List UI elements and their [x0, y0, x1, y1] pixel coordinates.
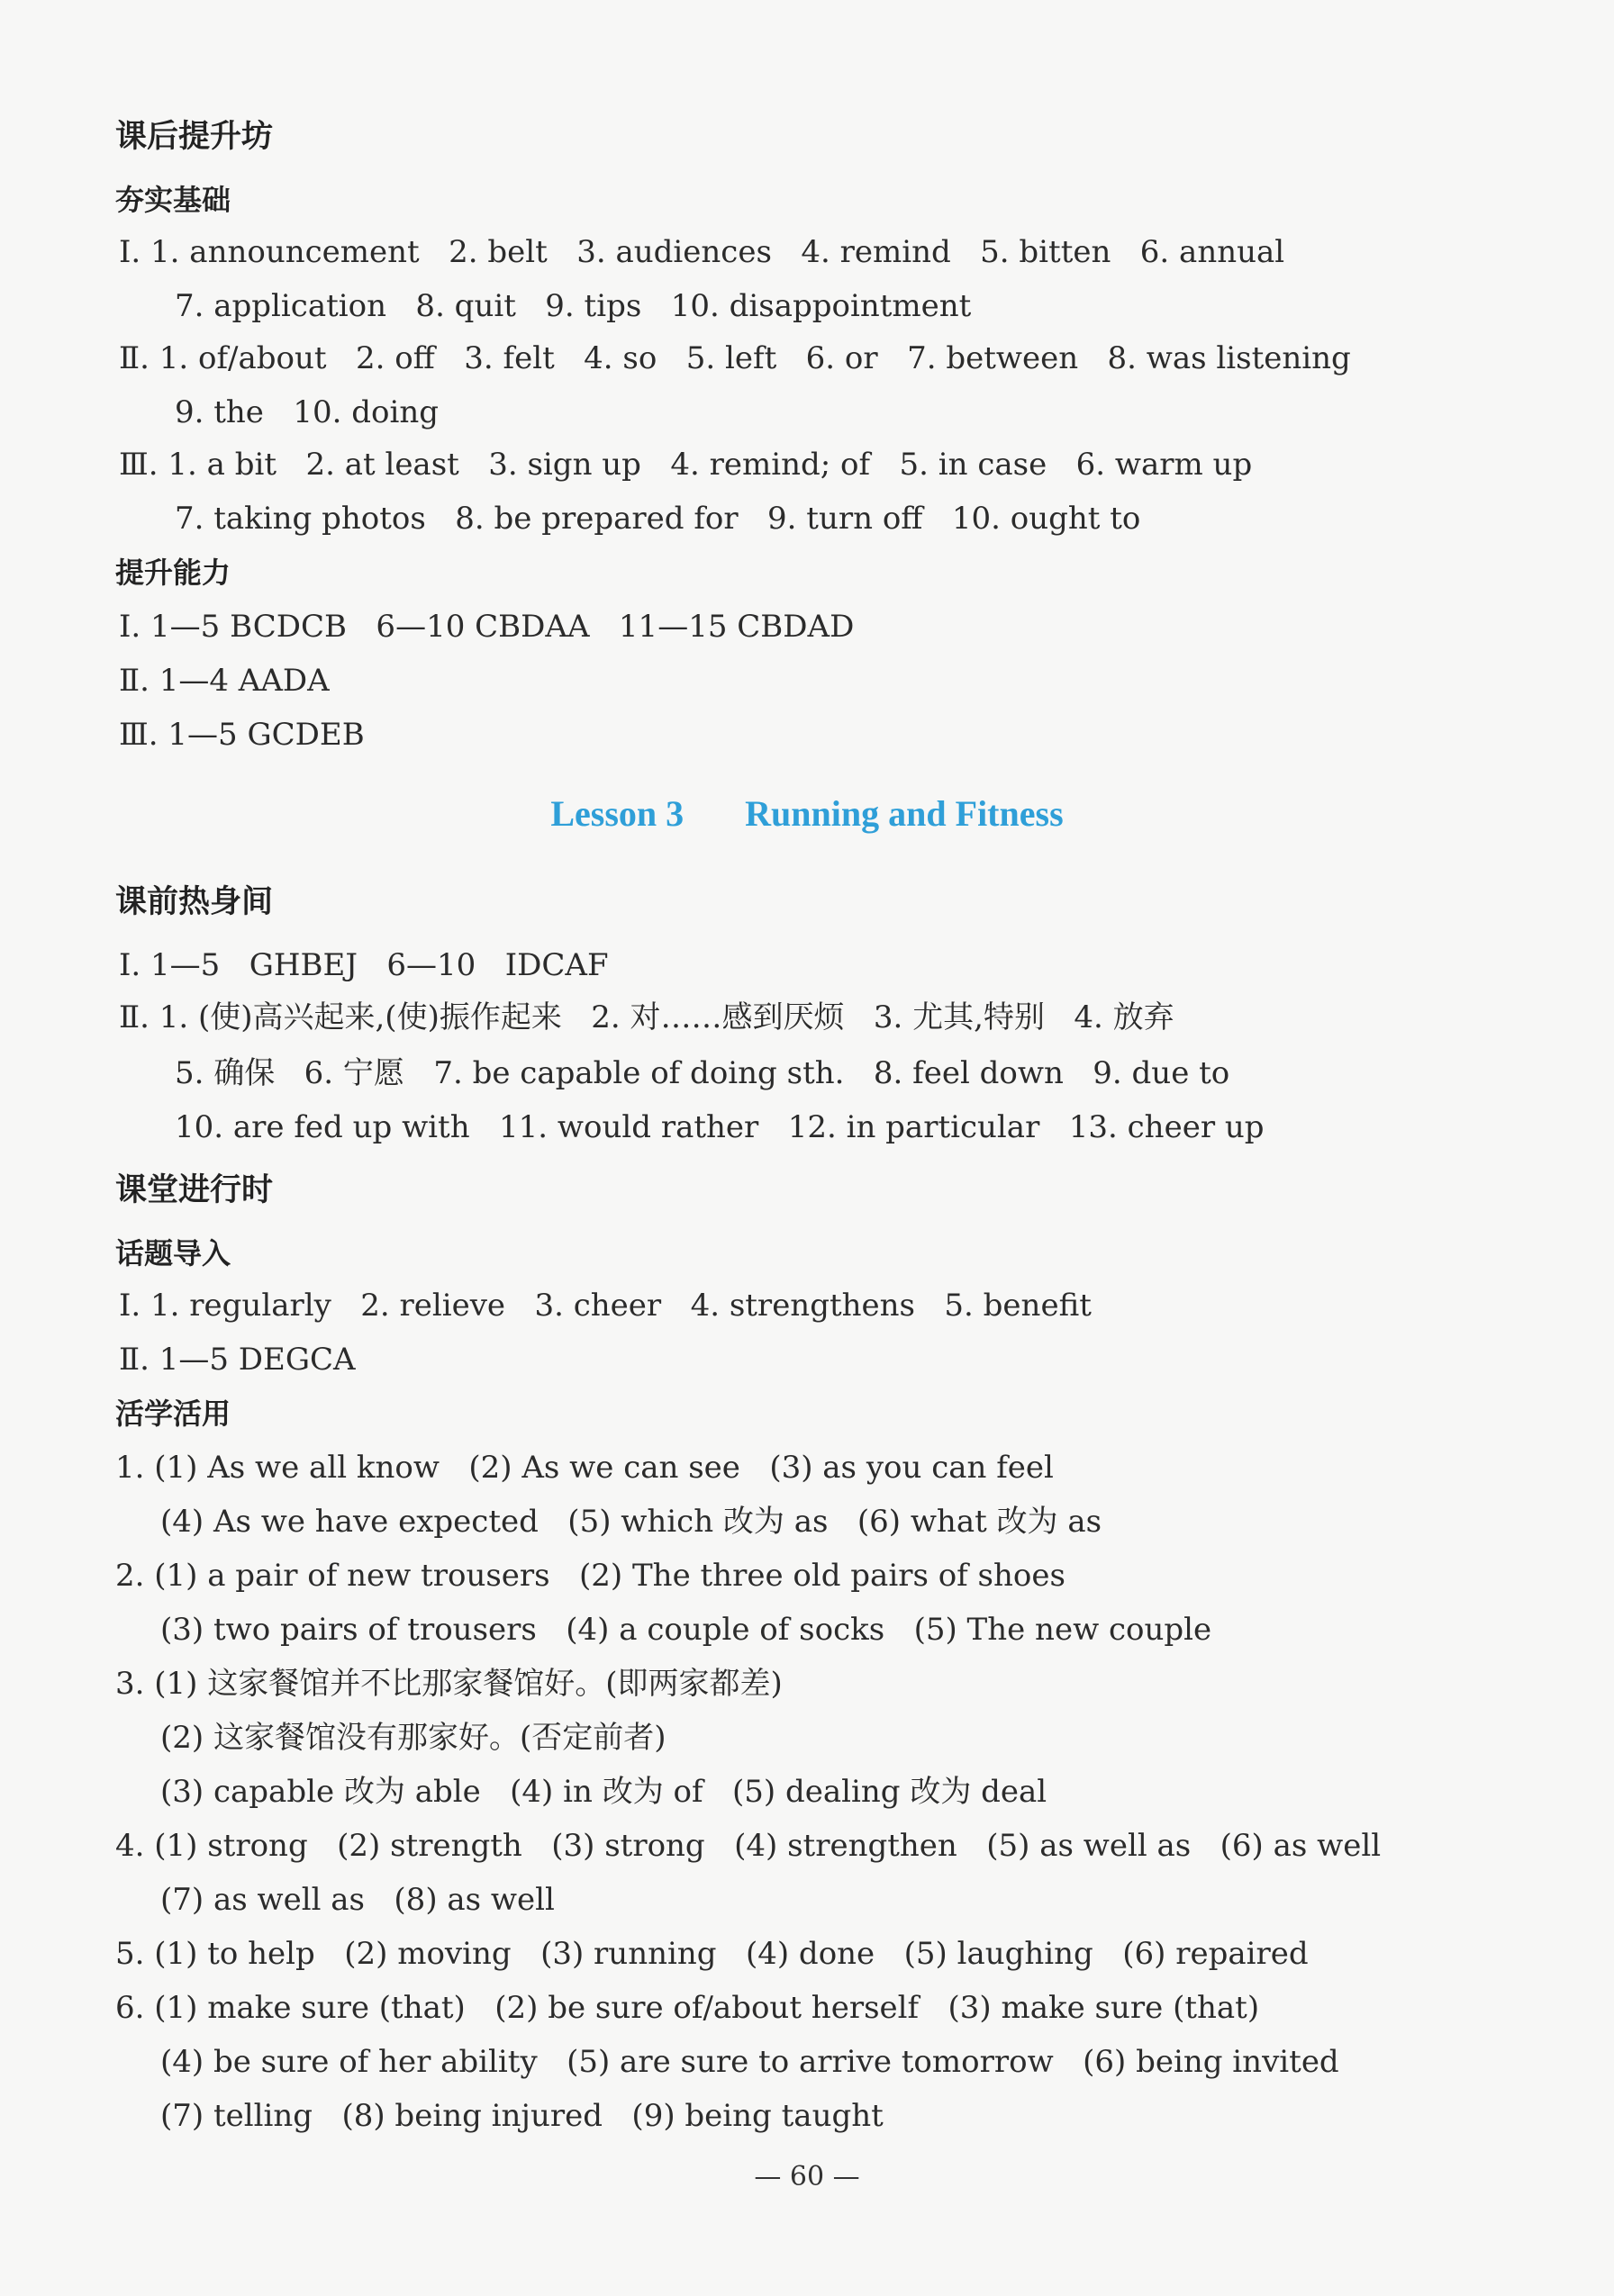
answer-line: (7) as well as (8) as well	[160, 1882, 555, 1918]
answer-line: 7. taking photos 8. be prepared for 9. turn off 10. ought to	[175, 501, 1141, 537]
answer-line: Ⅰ. 1. announcement 2. belt 3. audiences 4. remind 5. bitten 6. annual	[119, 234, 1285, 270]
answer-line: (7) telling (8) being injured (9) being taught	[160, 2098, 884, 2134]
answer-line: 7. application 8. quit 9. tips 10. disappointment	[175, 288, 972, 324]
answer-line: Ⅱ. 1—5 DEGCA	[119, 1342, 356, 1378]
answer-line: 3. (1) 这家餐馆并不比那家餐馆好。(即两家都差)	[115, 1666, 783, 1702]
answer-line: Ⅱ. 1—4 AADA	[119, 663, 330, 699]
answer-line: (4) As we have expected (5) which 改为 as (6) what 改为 as	[160, 1504, 1102, 1540]
section-title-ketang: 课堂进行时	[115, 1172, 274, 1208]
answer-line: Ⅱ. 1. (使)高兴起来,(使)振作起来 2. 对……感到厌烦 3. 尤其,特别 4. 放弃	[119, 999, 1174, 1035]
answer-line: (3) capable 改为 able (4) in 改为 of (5) dealing 改为 deal	[160, 1774, 1047, 1810]
subsection-hangshi: 夯实基础	[115, 183, 231, 217]
answer-line: 5. (1) to help (2) moving (3) running (4) done (5) laughing (6) repaired	[115, 1936, 1309, 1972]
subsection-tisheng: 提升能力	[115, 556, 231, 590]
answer-line: 10. are fed up with 11. would rather 12. in particular 13. cheer up	[175, 1109, 1265, 1145]
answer-line: Ⅰ. 1—5 GHBEJ 6—10 IDCAF	[119, 947, 609, 983]
answer-line: (4) be sure of her ability (5) are sure to arrive tomorrow (6) being invited	[160, 2044, 1339, 2080]
answer-line: 5. 确保 6. 宁愿 7. be capable of doing sth. 8. feel down 9. due to	[175, 1055, 1230, 1091]
answer-line: Ⅰ. 1. regularly 2. relieve 3. cheer 4. strengthens 5. benefit	[119, 1288, 1092, 1324]
answer-line: 9. the 10. doing	[175, 394, 440, 430]
answer-line: (2) 这家餐馆没有那家好。(否定前者)	[160, 1720, 666, 1756]
subsection-huoxue: 活学活用	[115, 1397, 231, 1431]
subsection-huati: 话题导入	[115, 1236, 231, 1270]
answer-line: Ⅰ. 1—5 BCDCB 6—10 CBDAA 11—15 CBDAD	[119, 609, 855, 645]
answer-line: Ⅲ. 1—5 GCDEB	[119, 717, 365, 753]
answer-line: Ⅱ. 1. of/about 2. off 3. felt 4. so 5. left 6. or 7. between 8. was listening	[119, 340, 1351, 376]
answer-line: 2. (1) a pair of new trousers (2) The three old pairs of shoes	[115, 1558, 1065, 1594]
lesson-title: Running and Fitness	[745, 793, 1064, 834]
lesson-heading	[0, 792, 1614, 835]
answer-line: 4. (1) strong (2) strength (3) strong (4) strengthen (5) as well as (6) as well	[115, 1828, 1382, 1864]
answer-line: (3) two pairs of trousers (4) a couple of socks (5) The new couple	[160, 1612, 1212, 1648]
answer-line: Ⅲ. 1. a bit 2. at least 3. sign up 4. remind; of 5. in case 6. warm up	[119, 447, 1253, 483]
page-number: — 60 —	[754, 2161, 860, 2192]
answer-line: 1. (1) As we all know (2) As we can see (3) as you can feel	[115, 1450, 1054, 1486]
section-title-kehou: 课后提升坊	[115, 119, 274, 155]
section-title-keqian: 课前热身间	[115, 884, 274, 920]
lesson-number: Lesson 3	[550, 793, 685, 834]
answer-line: 6. (1) make sure (that) (2) be sure of/about herself (3) make sure (that)	[115, 1990, 1260, 2026]
